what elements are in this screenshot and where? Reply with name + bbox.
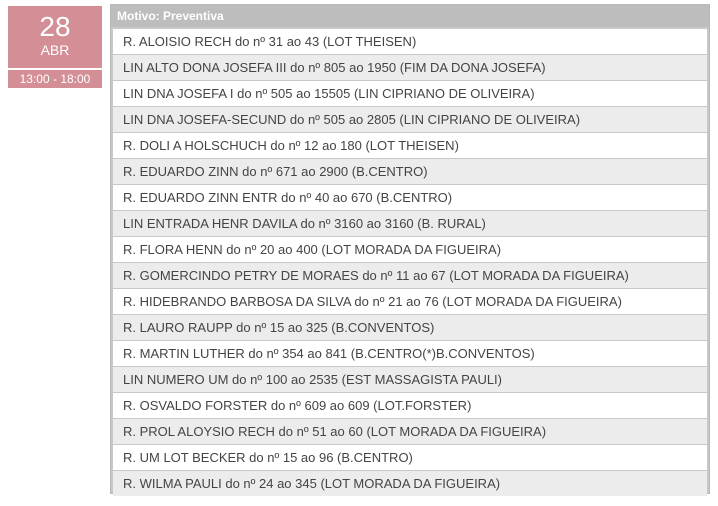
list-item: LIN ENTRADA HENR DAVILA do nº 3160 ao 3160 (B. RURAL) — [113, 211, 707, 236]
list-item: LIN ALTO DONA JOSEFA III do nº 805 ao 1950 (FIM DA DONA JOSEFA) — [113, 55, 707, 80]
list-item: LIN NUMERO UM do nº 100 ao 2535 (EST MASSAGISTA PAULI) — [113, 367, 707, 392]
list-item: LIN DNA JOSEFA-SECUND do nº 505 ao 2805 (LIN CIPRIANO DE OLIVEIRA) — [113, 107, 707, 132]
date-badge — [8, 6, 102, 68]
outage-panel — [110, 4, 710, 494]
list-item: R. OSVALDO FORSTER do nº 609 ao 609 (LOT.FORSTER) — [113, 393, 707, 418]
list-item: R. EDUARDO ZINN ENTR do nº 40 ao 670 (B.CENTRO) — [113, 185, 707, 210]
list-item: R. DOLI A HOLSCHUCH do nº 12 ao 180 (LOT THEISEN) — [113, 133, 707, 158]
panel-header: Motivo: Preventiva — [111, 5, 709, 27]
date-month: ABR — [40, 42, 70, 58]
list-item: R. HIDEBRANDO BARBOSA DA SILVA do nº 21 ao 76 (LOT MORADA DA FIGUEIRA) — [113, 289, 707, 314]
list-item: R. MARTIN LUTHER do nº 354 ao 841 (B.CENTRO(*)B.CONVENTOS) — [113, 341, 707, 366]
list-item: R. PROL ALOYSIO RECH do nº 51 ao 60 (LOT MORADA DA FIGUEIRA) — [113, 419, 707, 444]
date-day: 28 — [39, 11, 71, 42]
list-item: R. FLORA HENN do nº 20 ao 400 (LOT MORADA DA FIGUEIRA) — [113, 237, 707, 262]
list-item: R. LAURO RAUPP do nº 15 ao 325 (B.CONVENTOS) — [113, 315, 707, 340]
street-list — [113, 29, 707, 496]
list-item: R. EDUARDO ZINN do nº 671 ao 2900 (B.CENTRO) — [113, 159, 707, 184]
list-item: R. ALOISIO RECH do nº 31 ao 43 (LOT THEISEN) — [113, 29, 707, 54]
list-item: R. UM LOT BECKER do nº 15 ao 96 (B.CENTRO) — [113, 445, 707, 470]
list-item: LIN DNA JOSEFA I do nº 505 ao 15505 (LIN CIPRIANO DE OLIVEIRA) — [113, 81, 707, 106]
time-range: 13:00 - 18:00 — [8, 70, 102, 88]
list-item: R. GOMERCINDO PETRY DE MORAES do nº 11 ao 67 (LOT MORADA DA FIGUEIRA) — [113, 263, 707, 288]
list-item: R. WILMA PAULI do nº 24 ao 345 (LOT MORADA DA FIGUEIRA) — [113, 471, 707, 496]
